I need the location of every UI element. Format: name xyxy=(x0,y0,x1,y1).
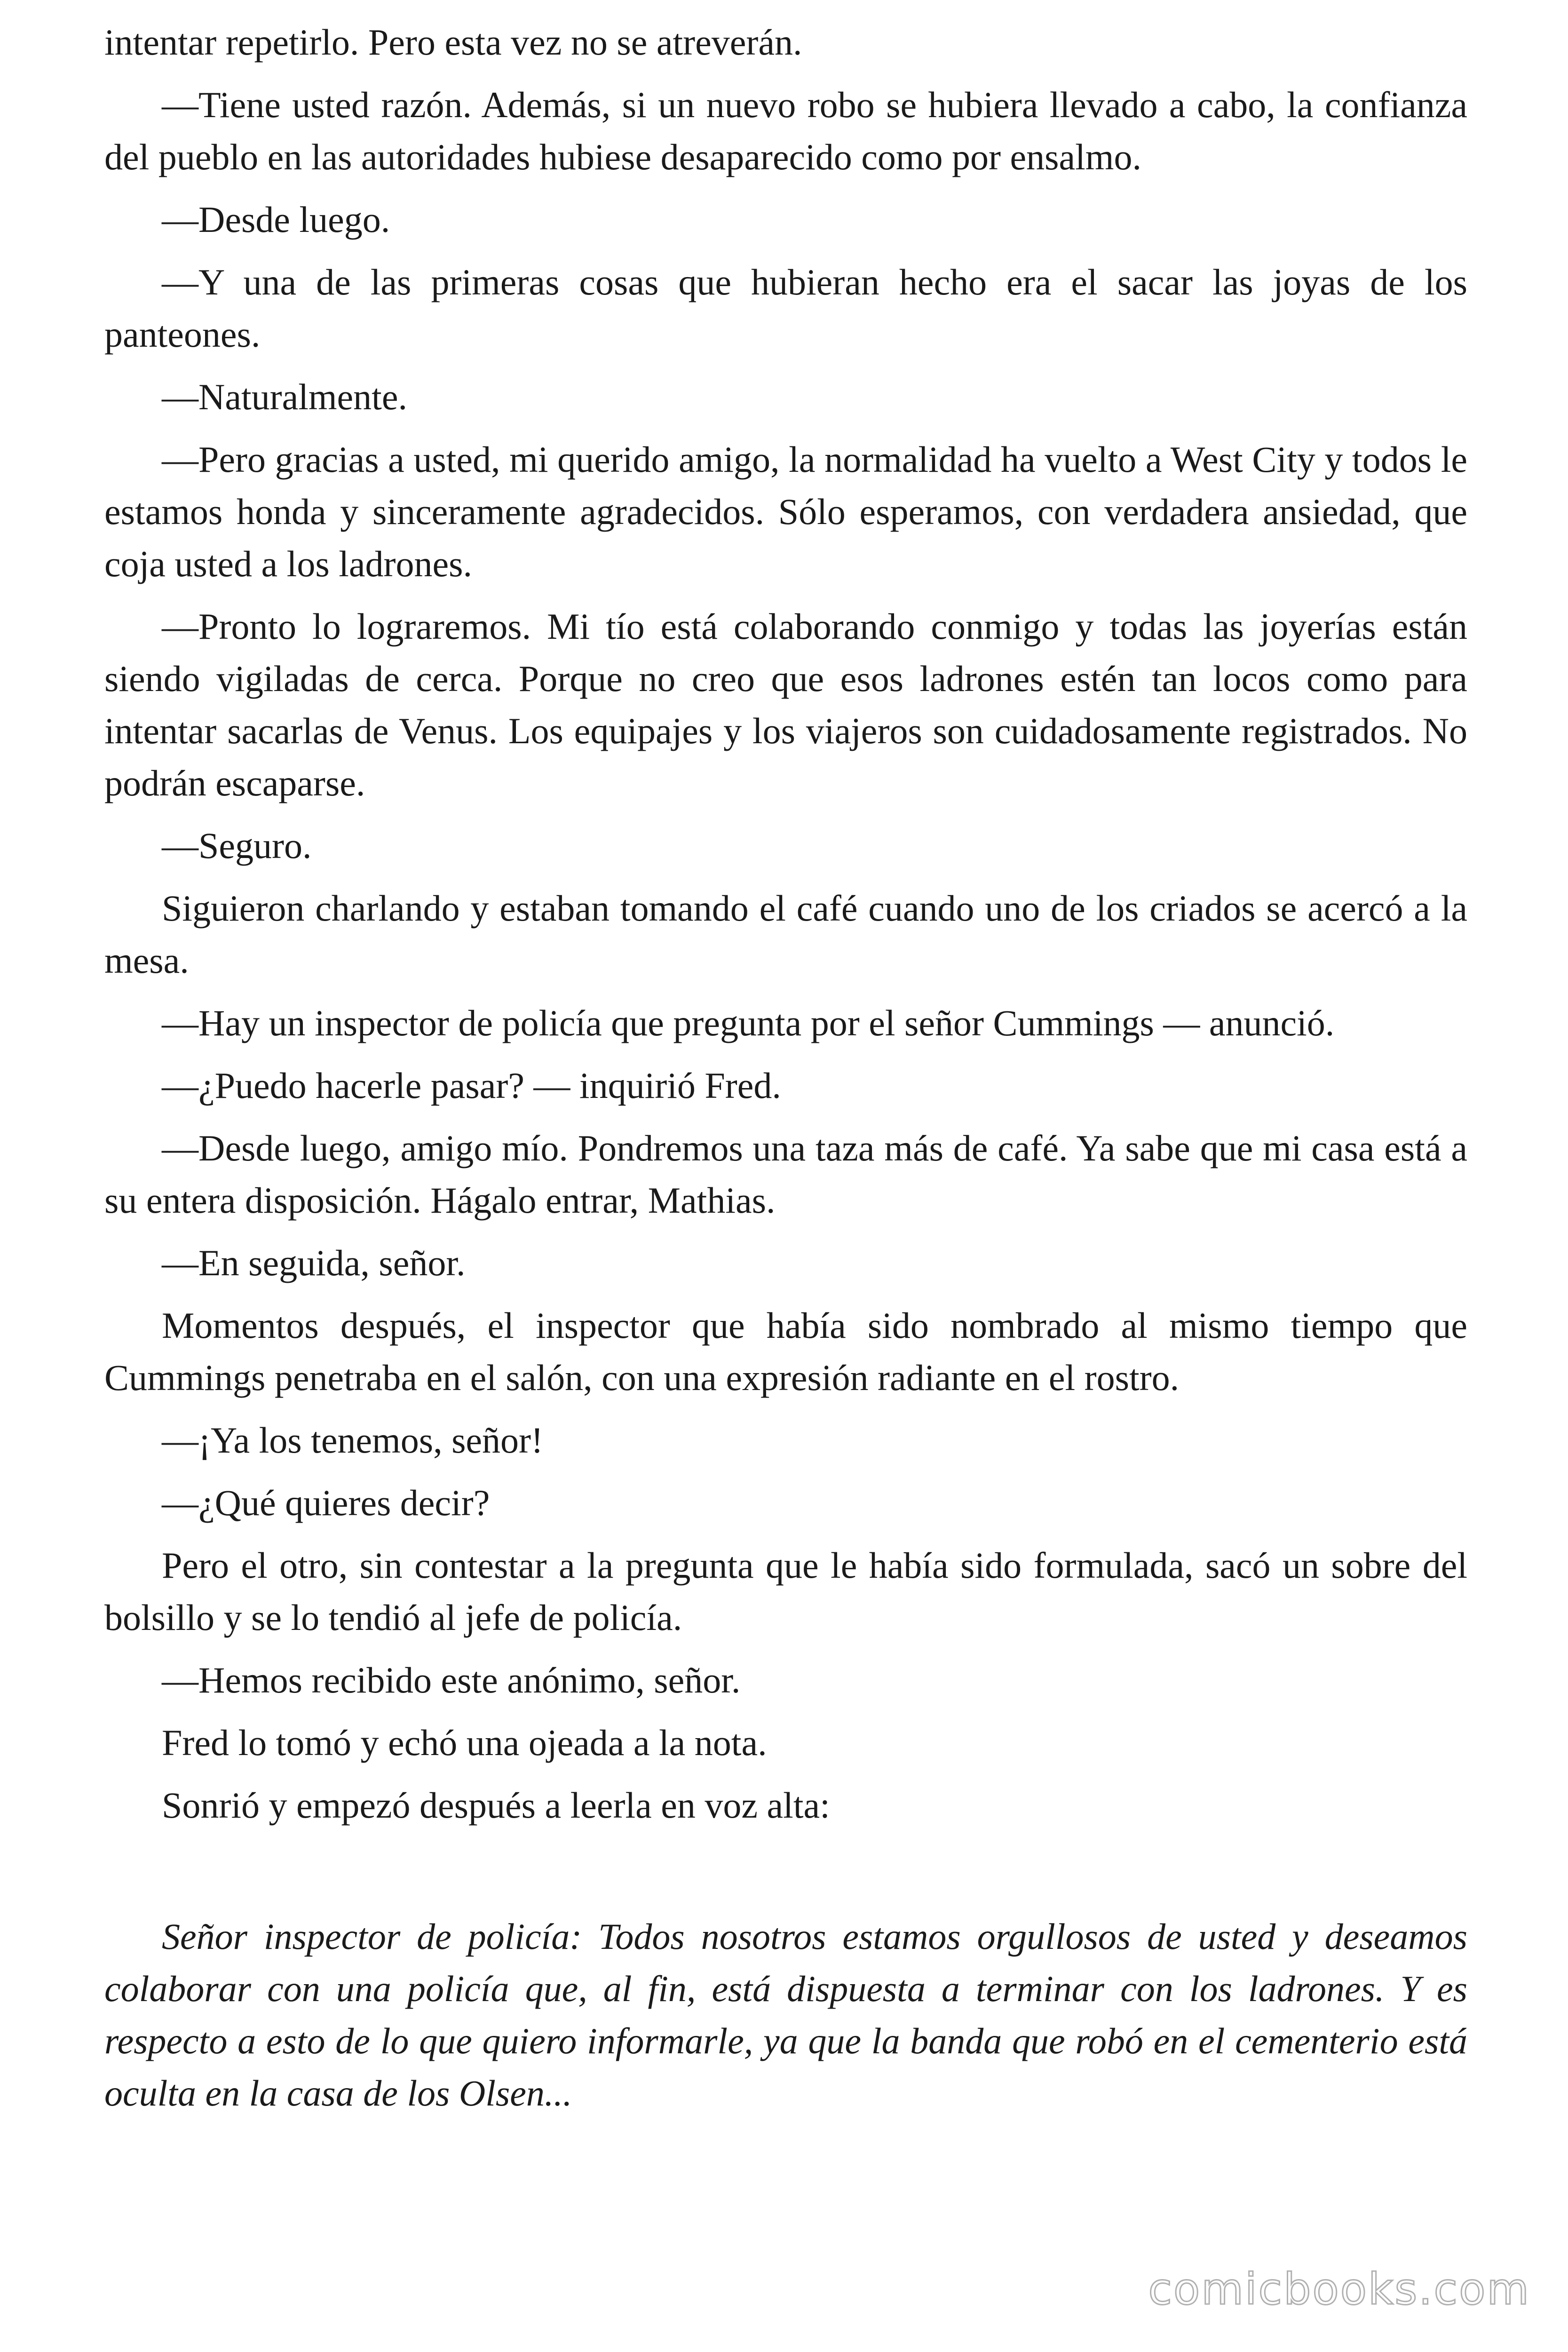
book-page xyxy=(104,0,1467,2352)
paragraph: —Seguro. xyxy=(162,825,312,866)
paragraph: —Tiene usted razón. Además, si un nuevo robo se hubiera llevado a cabo, la confianza del pueblo en las autoridades hubiese desaparecido como por ensalmo. xyxy=(104,84,1467,177)
paragraph: —¡Ya los tenemos, señor! xyxy=(162,1420,544,1461)
paragraph: —Pero gracias a usted, mi querido amigo, la normalidad ha vuelto a West City y todos le estamos honda y sinceramente agradecidos. Sólo esperamos, con verdadera ansiedad, que coja usted a los ladrones. xyxy=(104,439,1467,584)
paragraph: —¿Puedo hacerle pasar? — inquirió Fred. xyxy=(162,1065,781,1106)
paragraph: —Pronto lo lograremos. Mi tío está colaborando conmigo y todas las joyerías están siendo vigiladas de cerca. Porque no creo que esos ladrones estén tan locos como para intentar sacarlas de Venus. Los equipajes y los viajeros son cuidadosamente registrados. No podrán escaparse. xyxy=(104,606,1467,803)
paragraph: —Hay un inspector de policía que pregunta por el señor Cummings — anunció. xyxy=(162,1002,1335,1043)
paragraph: Pero el otro, sin contestar a la pregunta que le había sido formulada, sacó un sobre del bolsillo y se lo tendió al jefe de policía. xyxy=(104,1545,1467,1638)
paragraph: intentar repetirlo. Pero esta vez no se atreverán. xyxy=(104,22,802,63)
paragraph: —Y una de las primeras cosas que hubieran hecho era el sacar las joyas de los panteones. xyxy=(104,262,1467,355)
paragraph: —En seguida, señor. xyxy=(162,1242,466,1283)
paragraph: Fred lo tomó y echó una ojeada a la nota. xyxy=(162,1722,767,1763)
paragraph: —Hemos recibido este anónimo, señor. xyxy=(162,1660,741,1700)
paragraph: Sonrió y empezó después a leerla en voz alta: xyxy=(162,1785,830,1826)
paragraph: —¿Qué quieres decir? xyxy=(162,1482,490,1523)
paragraph: Siguieron charlando y estaban tomando el café cuando uno de los criados se acercó a la mesa. xyxy=(104,888,1467,981)
paragraph: —Desde luego. xyxy=(162,199,390,240)
paragraph: —Naturalmente. xyxy=(162,376,407,417)
paragraph: Momentos después, el inspector que había sido nombrado al mismo tiempo que Cummings penetraba en el salón, con una expresión radiante en el rostro. xyxy=(104,1305,1467,1398)
paragraph: —Desde luego, amigo mío. Pondremos una taza más de café. Ya sabe que mi casa está a su entera disposición. Hágalo entrar, Mathias. xyxy=(104,1128,1467,1221)
site-watermark: comicbooks.com xyxy=(1148,2264,1530,2314)
anonymous-letter-text: Señor inspector de policía: Todos nosotros estamos orgullosos de usted y deseamos colaborar con una policía que, al fin, está dispuesta a terminar con los ladrones. Y es respecto a esto de lo que quiero informarle, ya que la banda que robó en el cementerio está oculta en la casa de los Olsen... xyxy=(104,1916,1467,2114)
